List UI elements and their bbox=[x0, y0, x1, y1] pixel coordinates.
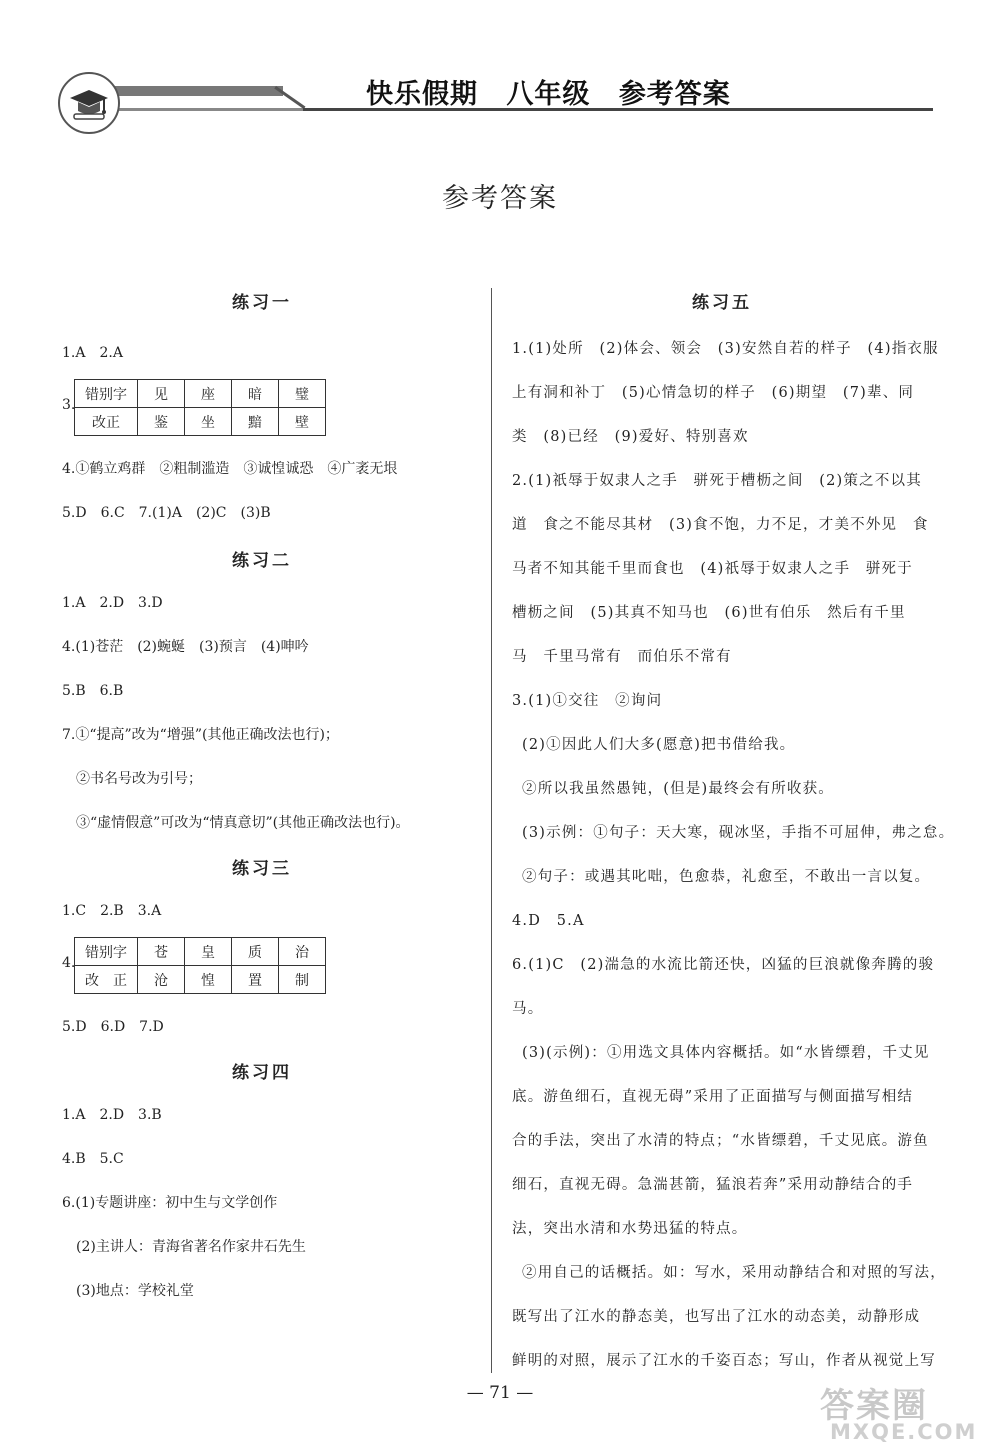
answer-line: 1.A 2.A bbox=[62, 345, 123, 361]
table-cell: 制 bbox=[279, 966, 326, 994]
watermark-line: MXQE.COM bbox=[830, 1420, 978, 1444]
answer-line: (3)示例：①句子：天大寒，砚冰坚，手指不可屈伸，弗之怠。 bbox=[522, 825, 955, 841]
answer-line: 道 食之不能尽其材 (3)食不饱，力不足，才美不外见 食 bbox=[512, 517, 929, 533]
table-cell: 黯 bbox=[232, 408, 279, 436]
page-header bbox=[48, 68, 938, 138]
table-row bbox=[75, 966, 326, 994]
answer-line: 类 (8)已经 (9)爱好、特别喜欢 bbox=[512, 429, 749, 445]
answer-line: 法，突出水清和水势迅猛的特点。 bbox=[512, 1221, 748, 1237]
question-number: 4. bbox=[62, 955, 76, 971]
table-row bbox=[75, 380, 326, 408]
table-cell: 质 bbox=[232, 938, 279, 966]
table-cell: 座 bbox=[185, 380, 232, 408]
answer-line: ②用自己的话概括。如：写水，采用动静结合和对照的写法， bbox=[522, 1265, 946, 1281]
answer-line: 底。游鱼细石，直视无碍”采用了正面描写与侧面描写相结 bbox=[512, 1089, 914, 1105]
answer-line: ②书名号改为引号； bbox=[76, 771, 202, 787]
answer-line: (2)①因此人们大多(愿意)把书借给我。 bbox=[522, 737, 796, 753]
answer-line: 1.A 2.D 3.B bbox=[62, 1107, 162, 1123]
table-cell: 错别字 bbox=[75, 380, 138, 408]
answer-line: 细石，直视无碍。急湍甚箭，猛浪若奔”采用动静结合的手 bbox=[512, 1177, 914, 1193]
table-row bbox=[75, 938, 326, 966]
table-cell: 璧 bbox=[279, 380, 326, 408]
question-number: 3. bbox=[62, 397, 76, 413]
section-title: 练习一 bbox=[232, 293, 292, 313]
answer-line: 5.B 6.B bbox=[62, 683, 124, 699]
answer-line: ②所以我虽然愚钝，(但是)最终会有所收获。 bbox=[522, 781, 835, 797]
table-cell: 改正 bbox=[75, 408, 138, 436]
table-cell: 错别字 bbox=[75, 938, 138, 966]
section-title: 练习三 bbox=[232, 859, 292, 879]
typo-correction-table bbox=[74, 937, 326, 994]
table-cell: 惶 bbox=[185, 966, 232, 994]
answer-lines bbox=[512, 327, 955, 1383]
header-decor-slope bbox=[274, 86, 305, 109]
answer-line: 马 千里马常有 而伯乐不常有 bbox=[512, 649, 732, 665]
answer-line: 6.(1)专题讲座：初中生与文学创作 bbox=[62, 1195, 278, 1211]
answer-line: 3.(1)①交往 ②询问 bbox=[512, 693, 663, 709]
table-cell: 置 bbox=[232, 966, 279, 994]
watermark bbox=[808, 1378, 993, 1448]
answer-line: (3)地点：学校礼堂 bbox=[76, 1283, 194, 1299]
table-row bbox=[75, 408, 326, 436]
table-cell: 改 正 bbox=[75, 966, 138, 994]
section-title: 练习五 bbox=[692, 293, 752, 313]
column-divider bbox=[491, 288, 492, 1373]
answer-line: 4.(1)苍茫 (2)蜿蜒 (3)预言 (4)呻吟 bbox=[62, 639, 309, 655]
left-column bbox=[62, 280, 462, 1313]
answer-line: 马。 bbox=[512, 1001, 544, 1017]
answer-line: 5.D 6.D 7.D bbox=[62, 1019, 164, 1035]
answer-line: 4.B 5.C bbox=[62, 1151, 124, 1167]
table-cell: 暗 bbox=[232, 380, 279, 408]
answer-line: (3)(示例)：①用选文具体内容概括。如“水皆缥碧，千丈见 bbox=[522, 1045, 930, 1061]
header-title bbox=[366, 72, 749, 111]
answer-line: 1.(1)处所 (2)体会、领会 (3)安然自若的样子 (4)指衣服 bbox=[512, 341, 939, 357]
table-cell: 鉴 bbox=[138, 408, 185, 436]
answer-line: (2)主讲人：青海省著名作家井石先生 bbox=[76, 1239, 306, 1255]
answer-line: ③“虚情假意”可改为“情真意切”(其他正确改法也行)。 bbox=[76, 815, 410, 831]
graduation-cap-icon bbox=[58, 72, 120, 134]
section-title: 练习二 bbox=[232, 551, 292, 571]
table-cell: 沧 bbox=[138, 966, 185, 994]
header-decor-bar bbox=[108, 86, 283, 96]
section-title: 练习四 bbox=[232, 1063, 292, 1083]
table-cell: 坐 bbox=[185, 408, 232, 436]
right-column bbox=[512, 280, 955, 1383]
answer-line: ②句子：或遇其叱咄，色愈恭，礼愈至，不敢出一言以复。 bbox=[522, 869, 931, 885]
header-title-part: 参考答案 bbox=[618, 79, 731, 110]
page-number: — 71 — bbox=[466, 1383, 534, 1403]
page-title: 参考答案 bbox=[442, 183, 558, 214]
answer-table-block bbox=[62, 379, 462, 441]
answer-line: 马者不知其能千里而食也 (4)祇辱于奴隶人之手 骈死于 bbox=[512, 561, 913, 577]
answer-line: 1.C 2.B 3.A bbox=[62, 903, 162, 919]
answer-line: 7.①“提高”改为“增强”(其他正确改法也行)； bbox=[62, 727, 339, 743]
table-cell: 皇 bbox=[185, 938, 232, 966]
answer-line: 上有洞和补丁 (5)心情急切的样子 (6)期望 (7)辈、同 bbox=[512, 385, 915, 401]
answer-table-block bbox=[62, 937, 462, 999]
header-title-part: 快乐假期 bbox=[366, 79, 478, 110]
answer-line: 1.A 2.D 3.D bbox=[62, 595, 163, 611]
answer-line: 鲜明的对照，展示了江水的千姿百态；写山，作者从视觉上写 bbox=[512, 1353, 936, 1369]
header-decor-line bbox=[108, 108, 308, 111]
answer-line: 4.D 5.A bbox=[512, 913, 585, 929]
table-cell: 治 bbox=[279, 938, 326, 966]
table-cell: 壁 bbox=[279, 408, 326, 436]
header-title-part: 八年级 bbox=[506, 79, 591, 110]
answer-line: 槽枥之间 (5)其真不知马也 (6)世有伯乐 然后有千里 bbox=[512, 605, 906, 621]
answer-line: 合的手法，突出了水清的特点；“水皆缥碧，千丈见底。游鱼 bbox=[512, 1133, 929, 1149]
watermark-line: 答案圈 bbox=[820, 1386, 928, 1426]
answer-line: 6.(1)C (2)湍急的水流比箭还快，凶猛的巨浪就像奔腾的骏 bbox=[512, 957, 935, 973]
answer-line: 既写出了江水的静态美，也写出了江水的动态美，动静形成 bbox=[512, 1309, 921, 1325]
table-cell: 见 bbox=[138, 380, 185, 408]
answer-line: 5.D 6.C 7.(1)A (2)C (3)B bbox=[62, 505, 271, 521]
answer-line: 2.(1)祇辱于奴隶人之手 骈死于槽枥之间 (2)策之不以其 bbox=[512, 473, 922, 489]
answer-line: 4.①鹤立鸡群 ②粗制滥造 ③诚惶诚恐 ④广袤无垠 bbox=[62, 461, 398, 477]
typo-correction-table bbox=[74, 379, 326, 436]
table-cell: 苍 bbox=[138, 938, 185, 966]
